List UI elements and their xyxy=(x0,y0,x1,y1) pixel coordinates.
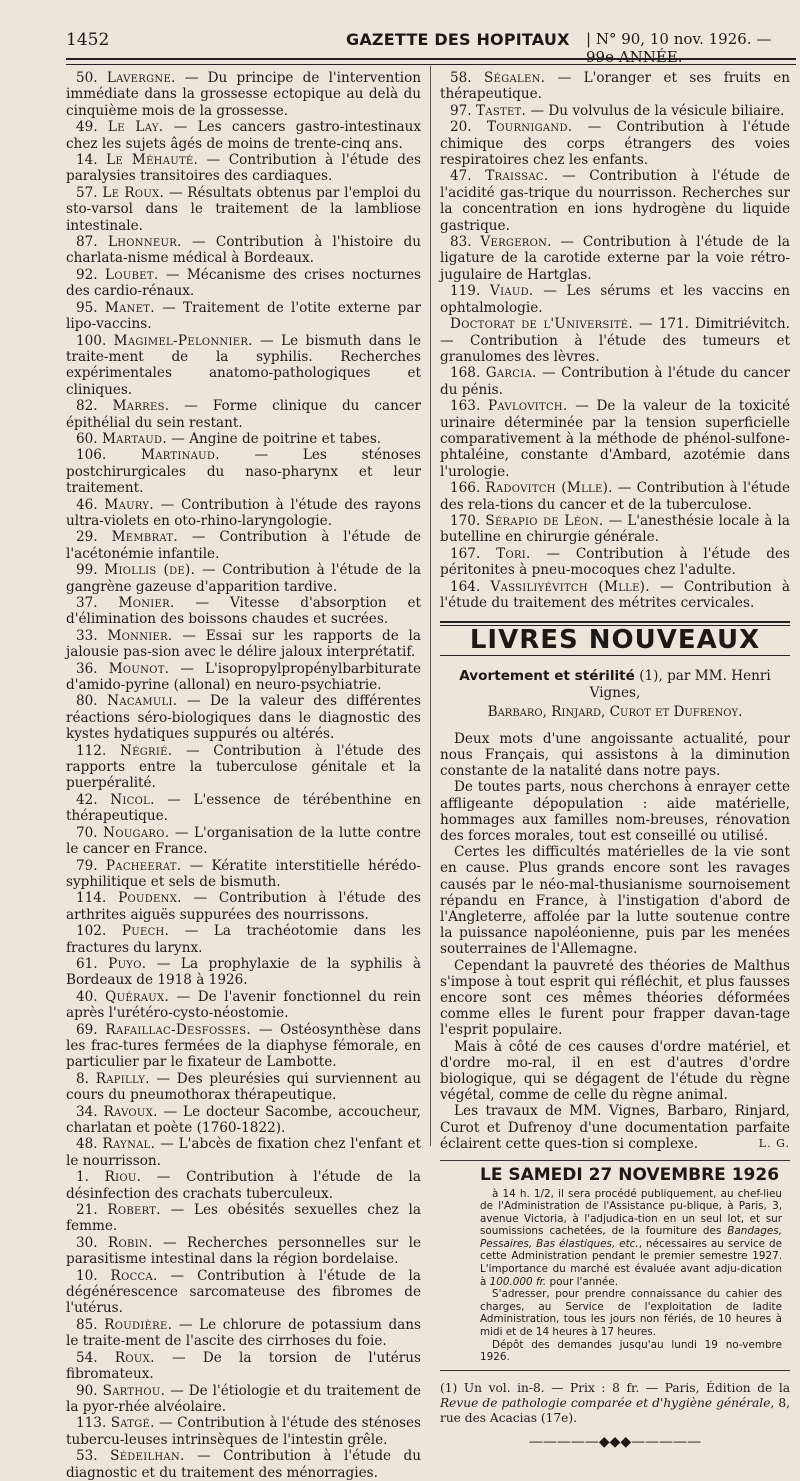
review-book-title: Avortement et stérilité xyxy=(459,667,635,684)
entry-number: 47. xyxy=(450,168,472,185)
entry-number: 87. xyxy=(76,234,98,251)
entry-title: — Essai sur les rapports de la jalousie pas-sion avec le délire jaloux interprétatif. xyxy=(66,627,422,661)
thesis-entry xyxy=(66,1022,421,1071)
entry-author: Satgé. xyxy=(110,1415,155,1432)
entry-title: — L'essence de térébenthine en thérapeutique. xyxy=(66,791,421,825)
entry-title: — Le bismuth dans le traite-ment de la syphilis. Recherches expérimentales anatomo-pathologiques et cliniques. xyxy=(66,332,422,398)
thesis-entry xyxy=(440,119,790,168)
entry-number: 114. xyxy=(76,890,107,907)
entry-number: 95. xyxy=(76,299,98,316)
thesis-entry xyxy=(66,1448,421,1481)
entry-title: — Contribution à l'étude du diagnostic et du traitement des ménorragies. xyxy=(66,1448,421,1481)
thesis-entry xyxy=(66,792,421,825)
entry-author: Raynal. xyxy=(102,1136,156,1153)
entry-author: Riou. xyxy=(104,1169,142,1186)
entry-title: — L'organisation de la lutte contre le cancer en France. xyxy=(66,824,421,858)
thesis-entry xyxy=(66,1268,421,1317)
entry-title: — Le docteur Sacombe, accoucheur, charlatan et poète (1760-1822). xyxy=(66,1103,421,1136)
thesis-entry xyxy=(440,398,790,480)
entry-title: — Contribution à l'étude de la dégénérescence sarcomateuse des fibromes de l'utérus. xyxy=(66,1267,421,1317)
thesis-entry xyxy=(66,1071,421,1104)
entry-title: — L'isopropylpropénylbarbiturate d'amido-pyrine (allonal) en neuro-psychiatrie. xyxy=(66,660,422,694)
page-header xyxy=(66,30,786,66)
entry-number: 167. xyxy=(450,545,481,562)
entry-title: — Contribution à l'étude des rayons ultra-violets en oto-rhino-laryngologie. xyxy=(66,496,421,529)
entry-author: Nicol. xyxy=(110,791,155,808)
footnote xyxy=(440,1381,790,1426)
entry-author: Membrat. xyxy=(111,529,178,546)
entry-author: Lhonneur. xyxy=(107,234,182,251)
entry-author: Nacamuli. xyxy=(107,693,178,710)
left-column xyxy=(66,70,421,1481)
entry-title: — Contribution à l'étude de la ligature de la carotide externe par la voie rétro-jugulaire de Hartglas. xyxy=(440,234,790,283)
review-signature: L. G. xyxy=(758,1136,790,1150)
notice-text xyxy=(480,1188,782,1364)
thesis-entry xyxy=(66,529,421,562)
review-authors xyxy=(440,704,790,721)
thesis-entry xyxy=(66,890,421,923)
entry-author: Monnier. xyxy=(107,627,173,644)
entry-number: 48. xyxy=(76,1136,98,1153)
thesis-entry xyxy=(66,956,421,989)
entry-number: 170. xyxy=(450,512,481,529)
entry-title: — Contribution à l'étude des paralysies transitoires des cardiaques. xyxy=(66,152,421,185)
thesis-entry xyxy=(66,743,421,792)
thesis-entry xyxy=(66,1235,421,1268)
entry-author: Roudière. xyxy=(104,1316,173,1333)
footnote-a: (1) Un vol. in-8. — Prix : 8 fr. — Paris, Édition de la xyxy=(440,1380,790,1395)
thesis-entry xyxy=(66,185,421,234)
entry-author: Martaud. xyxy=(101,430,167,447)
entry-number: 53. xyxy=(76,1448,98,1465)
thesis-entry xyxy=(66,152,421,185)
journal-title: GAZETTE DES HOPITAUX xyxy=(346,30,570,49)
entry-number: 33. xyxy=(76,627,98,644)
review-paragraph: Les travaux de MM. Vignes, Barbaro, Rinjard, Curot et Dufrenoy d'une documentation parfaite éclairent cette ques-tion si complexe. L. G. xyxy=(440,1103,790,1152)
entry-author: Pavlovitch. xyxy=(487,398,568,415)
entry-author: Le Roux. xyxy=(102,184,165,201)
review-title-note: (1), par MM. Henri Vignes, xyxy=(589,667,771,701)
entry-author: Rafaillac-Desfosses. xyxy=(105,1021,252,1038)
entry-title: — De l'étiologie et du traitement de la pyor-rhée alvéolaire. xyxy=(66,1382,421,1415)
entry-title: — Traitement de l'otite externe par lipo-vaccins. xyxy=(66,299,421,333)
entry-author: Tastet. xyxy=(475,102,527,119)
entry-number: 70. xyxy=(76,824,98,841)
thesis-entry xyxy=(66,497,421,530)
entry-number: 20. xyxy=(450,119,472,136)
review-paragraph: De toutes parts, nous cherchons à enrayer cette affligeante dépopulation : aide matérielle, hommages aux familles nom-breuses, rénovation des forces morales, tout est conseillé ou utilisé. xyxy=(440,779,790,845)
entry-number: 163. xyxy=(450,398,481,415)
entry-title: — Angine de poitrine et tabes. xyxy=(166,430,382,447)
thesis-entry xyxy=(66,1169,421,1202)
entry-number: 60. xyxy=(76,430,98,447)
entry-number: 37. xyxy=(76,595,98,611)
entry-number: 83. xyxy=(450,234,472,251)
entry-number: 164. xyxy=(450,578,481,595)
entry-author: Traissac. xyxy=(485,168,549,185)
notice-box xyxy=(440,1160,790,1371)
entry-number: 112. xyxy=(76,742,107,759)
entry-title: — L'oranger et ses fruits en thérapeutique. xyxy=(440,70,790,103)
thesis-entry xyxy=(66,267,421,300)
thesis-entry xyxy=(66,1104,421,1137)
entry-number: 119. xyxy=(450,283,481,300)
entry-author: Nougaro. xyxy=(103,824,170,841)
entry-author: Puech. xyxy=(121,923,170,940)
entry-title: — Contribution à l'étude de la désinfection des crachats tuberculeux. xyxy=(66,1169,421,1202)
ornament-divider-icon: —————◆◆◆————— xyxy=(528,1433,702,1450)
entry-number: 8. xyxy=(76,1070,89,1087)
entry-title: — Kératite interstitielle hérédo-syphilitique et sels de bismuth. xyxy=(66,857,421,890)
entry-author: Roux. xyxy=(114,1349,155,1366)
page-number: 1452 xyxy=(66,30,110,50)
entry-number: 80. xyxy=(76,693,98,710)
entry-number: 58. xyxy=(450,70,472,86)
entry-number: 166. xyxy=(450,480,481,497)
entry-number: 97. xyxy=(450,102,472,119)
entry-title: — Forme clinique du cancer épithélial du sein restant. xyxy=(66,398,421,431)
entry-title: — De la torsion de l'utérus fibromateux. xyxy=(66,1349,421,1383)
thesis-entry xyxy=(66,1317,421,1350)
entry-number: 42. xyxy=(76,791,98,808)
entry-title: — Les obésités sexuelles chez la femme. xyxy=(66,1202,421,1235)
thesis-entry xyxy=(66,858,421,891)
notice-p1-b: , nécessaires au service de cette Administration pendant le premier semestre 1927. L'importance du marché est évaluée avant adju-dication à xyxy=(480,1237,782,1288)
entry-author: Lavergne. xyxy=(106,70,176,86)
thesis-entry xyxy=(66,661,421,694)
thesis-entry xyxy=(66,825,421,858)
entry-author: Robert. xyxy=(107,1202,161,1219)
entry-number: 40. xyxy=(76,988,98,1005)
entry-number: 79. xyxy=(76,857,98,874)
thesis-entry xyxy=(66,70,421,119)
thesis-entry xyxy=(66,923,421,956)
notice-p1-italic: Bandages, Pessaires, Bas élastiques, etc. xyxy=(480,1225,782,1250)
review-authors-text: Barbaro, Rinjard, Curot et Dufrenoy. xyxy=(487,703,743,720)
entry-title: — Vitesse d'absorption et d'élimination des boissons chaudes et sucrées. xyxy=(66,595,422,628)
thesis-entry xyxy=(440,234,790,283)
thesis-entry xyxy=(66,1383,421,1416)
entry-title: — De l'avenir fonctionnel du rein après l'urétéro-cysto-néostomie. xyxy=(66,988,421,1022)
entry-number: 30. xyxy=(76,1234,98,1251)
notice-p1-a: à 14 h. 1/2, il sera procédé publiquement, au chef-lieu de l'Administration de l'Assistance pu-blique, à Paris, 3, avenue Victoria, à l'adjudica-tion en un seul lot, et sur soumissions cachetées, de la fourniture des xyxy=(480,1187,782,1238)
entry-title: — Contribution à l'étude de l'acétonémie infantile. xyxy=(66,529,422,562)
thesis-entry xyxy=(440,283,790,316)
notice-paragraph-3: Dépôt des demandes jusqu'au lundi 19 no-vembre 1926. xyxy=(480,1338,782,1364)
thesis-entry xyxy=(440,480,790,513)
entry-author: Radovitch (Mlle). xyxy=(485,480,613,497)
entry-author: Poudenx. xyxy=(118,890,182,907)
entry-number: 106. xyxy=(76,447,107,464)
entry-author: Garcia. xyxy=(485,365,537,382)
header-rule xyxy=(66,58,796,60)
section-title: LIVRES NOUVEAUX xyxy=(469,625,761,656)
entry-title: — Les cancers gastro-intestinaux chez les sujets âgés de moins de trente-cinq ans. xyxy=(66,119,421,152)
entry-title: — Contribution à l'étude du traitement des métrites cervicales. xyxy=(440,578,790,611)
entry-title: — La trachéotomie dans les fractures du larynx. xyxy=(66,923,421,956)
entry-title: — 171. Dimitriévitch. — Contribution à l'étude des tumeurs et granulomes des lèvres. xyxy=(440,316,790,365)
entry-number: 82. xyxy=(76,398,98,415)
footnote-italic: Revue de pathologie comparée et d'hygiène générale xyxy=(440,1395,771,1410)
entry-author: Tori. xyxy=(496,545,531,562)
entry-number: 92. xyxy=(76,266,98,283)
entry-number: 29. xyxy=(76,529,98,546)
entry-title: — Contribution à l'étude des arthrites aiguës suppurées des nourrissons. xyxy=(66,890,421,923)
thesis-list-continued xyxy=(440,70,790,611)
entry-author: Sarthou. xyxy=(102,1382,166,1399)
thesis-entry xyxy=(440,70,790,103)
header-rule-thin xyxy=(66,64,796,65)
review-paragraph: Mais à côté de ces causes d'ordre matériel, et d'ordre mo-ral, il en est d'autres d'ordre biologique, qui se dégagent de l'étude du règne végétal, comme de celle du règne animal. xyxy=(440,1038,790,1104)
entry-author: Le Lay. xyxy=(107,119,164,136)
review-heading xyxy=(440,668,790,702)
entry-author: Sérapio de Léon. xyxy=(485,512,604,529)
entry-title: — Des pleurésies qui surviennent au cours du pneumothorax thérapeutique. xyxy=(66,1070,421,1104)
entry-title: — Contribution à l'histoire du charlata-nisme médical à Bordeaux. xyxy=(66,234,421,267)
thesis-entry xyxy=(440,103,790,119)
entry-title: — Recherches personnelles sur le parasitisme intestinal dans la région bordelaise. xyxy=(66,1234,422,1268)
thesis-entry xyxy=(440,579,790,612)
thesis-entry xyxy=(66,234,421,267)
entry-author: Robin. xyxy=(108,1234,153,1251)
entry-author: Ravoux. xyxy=(103,1103,158,1120)
entry-title: — Contribution à l'étude des rapports entre la tuberculose génitale et la puerpéralité. xyxy=(66,742,421,792)
entry-title: — Les sérums et les vaccins en ophtalmologie. xyxy=(440,283,790,316)
thesis-entry xyxy=(66,628,421,661)
review-paragraph: Cependant la pauvreté des théories de Malthus s'impose à tout esprit qui réfléchit, et plus fausses encore sont ces mêmes théories déformées comme elles le furent pour frapper davan-tage l'esprit populaire. xyxy=(440,957,790,1039)
entry-author: Vassiliyévitch (Mlle). xyxy=(490,578,650,595)
entry-author: Marres. xyxy=(112,398,170,415)
review-body xyxy=(440,731,790,1152)
entry-author: Puyo. xyxy=(108,955,147,972)
entry-title: — Contribution à l'étude de l'acidité gas-trique du nourrisson. Recherches sur la concentration en ions hydrogène du liquide gastrique. xyxy=(440,168,791,234)
entry-title: — De la valeur de la toxicité urinaire déterminée par la tension superficielle comparativement à la méthode de phénol-sulfone-phtaléine, constante d'Ambard, azotémie dans l'urologie. xyxy=(440,398,790,480)
entry-number: 21. xyxy=(76,1202,98,1219)
entry-number: 113. xyxy=(76,1415,107,1432)
entry-number: 61. xyxy=(76,955,98,972)
entry-number: 49. xyxy=(76,119,98,136)
entry-number: 1. xyxy=(76,1169,89,1186)
thesis-entry xyxy=(66,595,421,628)
entry-number: 46. xyxy=(76,496,98,513)
notice-p1-amount: 100.000 fr. xyxy=(489,1275,547,1288)
entry-author: Tournigand. xyxy=(486,119,573,136)
thesis-entry xyxy=(66,1202,421,1235)
entry-title: — Résultats obtenus par l'emploi du sto-varsol dans le traitement de la lambliose intestinale. xyxy=(66,184,421,234)
entry-author: Ségalen. xyxy=(484,70,546,86)
entry-author: Viaud. xyxy=(489,283,534,300)
notice-title: LE SAMEDI 27 NOVEMBRE 1926 xyxy=(480,1165,780,1186)
thesis-entry xyxy=(440,513,790,546)
entry-number: 10. xyxy=(76,1267,98,1284)
thesis-entry xyxy=(66,989,421,1022)
entry-title: — L'abcès de fixation chez l'enfant et le nourrisson. xyxy=(66,1136,421,1169)
entry-number: 69. xyxy=(76,1021,98,1038)
thesis-entry xyxy=(66,1136,421,1169)
thesis-entry xyxy=(66,562,421,595)
entry-title: — Du volvulus de la vésicule biliaire. xyxy=(526,102,785,119)
entry-author: Rocca. xyxy=(110,1267,158,1284)
entry-author: Martinaud. xyxy=(140,447,220,464)
entry-title: — Contribution à l'étude de la gangrène gazeuse d'apparition tardive. xyxy=(66,562,421,595)
notice-paragraph-1 xyxy=(480,1188,782,1289)
thesis-entry xyxy=(66,119,421,152)
entry-number: 99. xyxy=(76,562,98,579)
thesis-entry xyxy=(66,431,421,447)
entry-title: — Contribution à l'étude des sténoses tubercu-leuses intrinsèques de l'intestin grêle. xyxy=(66,1415,421,1448)
thesis-entry xyxy=(66,447,421,496)
entry-title: — Contribution à l'étude des rela-tions du cancer et de la tuberculose. xyxy=(440,480,790,513)
entry-number: 85. xyxy=(76,1316,98,1333)
entry-author: Sédeilhan. xyxy=(110,1448,185,1465)
section-rule xyxy=(440,621,790,623)
entry-number: 34. xyxy=(76,1103,98,1120)
thesis-entry xyxy=(66,1415,421,1448)
entry-author: Le Méhauté. xyxy=(106,152,199,169)
entry-author: Loubet. xyxy=(105,266,159,283)
entry-number: 102. xyxy=(76,923,107,940)
review-paragraph: Deux mots d'une angoissante actualité, pour nous Français, qui assistons à la diminution constante de la natalité dans notre pays. xyxy=(440,730,790,780)
entry-title: — Mécanisme des crises nocturnes des cardio-rénaux. xyxy=(66,266,421,300)
entry-title: — Ostéosynthèse dans les frac-tures fermées de la diaphyse fémorale, en particulier par le fixateur de Lambotte. xyxy=(66,1021,421,1071)
notice-paragraph-2: S'adresser, pour prendre connaissance du cahier des charges, au Service de l'exploitation de ladite Administration, tous les jours non fériés, de 10 heures à midi et de 14 heures à 17 heures. xyxy=(480,1288,782,1339)
right-column xyxy=(440,70,790,1450)
entry-number: 54. xyxy=(76,1349,98,1366)
entry-author: Magimel-Pelonnier. xyxy=(113,332,253,349)
entry-title: — La prophylaxie de la syphilis à Bordeaux de 1918 à 1926. xyxy=(66,955,421,989)
notice-p1-c: pour l'année. xyxy=(546,1275,619,1288)
column-divider xyxy=(430,66,431,1146)
thesis-entry xyxy=(440,546,790,579)
entry-author: Négrié. xyxy=(119,742,173,759)
review-paragraph: Certes les difficultés matérielles de la vie sont en cause. Plus grands encore sont les ravages causés par le néo-mal-thusianisme sournoisement répandu en France, à l'instigation d'abord de l'Angleterre, affolée par la lutte soutenue contre la puissance napoléonienne, puis par les menées souterraines de l'Allemagne. xyxy=(440,844,790,958)
entry-title: — Le chlorure de potassium dans le traite-ment de l'ascite des cirrhoses du foie. xyxy=(66,1316,421,1350)
entry-title: — Contribution à l'étude chimique des corps étrangers des voies respiratoires chez les enfants. xyxy=(440,119,790,169)
entry-author: Maury. xyxy=(104,496,154,513)
entry-author: Monier. xyxy=(118,595,175,611)
thesis-entry xyxy=(66,693,421,742)
entry-title: — Du principe de l'intervention immédiate dans la grossesse ectopique au delà du cinquième mois de la grossesse. xyxy=(66,70,422,119)
thesis-entry xyxy=(440,168,790,234)
entry-title: — Contribution à l'étude du cancer du pénis. xyxy=(440,365,790,398)
footnote-b: , 8, rue des Acacias (17e). xyxy=(440,1395,790,1425)
entry-author: Quéraux. xyxy=(105,988,170,1005)
entry-number: 57. xyxy=(76,184,98,201)
entry-number: 50. xyxy=(76,70,98,86)
thesis-entry xyxy=(66,1350,421,1383)
entry-title: — Contribution à l'étude des péritonites à pneu-mocoques chez l'adulte. xyxy=(440,545,790,579)
entry-number: 168. xyxy=(450,365,481,382)
thesis-entry xyxy=(66,333,421,399)
entry-author: Rapilly. xyxy=(95,1070,150,1087)
entry-author: Pacheerat. xyxy=(105,857,182,874)
thesis-entry xyxy=(440,365,790,398)
thesis-entry xyxy=(440,316,790,365)
entry-author: Manet. xyxy=(104,299,155,316)
entry-title: — De la valeur des différentes réactions séro-biologiques dans le diagnostic des kystes hydatiques suppurés ou altérés. xyxy=(66,693,421,743)
thesis-entry xyxy=(66,300,421,333)
entry-number: 90. xyxy=(76,1382,98,1399)
entry-number: 14. xyxy=(76,152,98,169)
entry-author: Miollis (de). xyxy=(104,562,196,579)
entry-number: 100. xyxy=(76,332,107,349)
thesis-entry xyxy=(66,398,421,431)
entry-title: — L'anesthésie locale à la butelline en chirurgie générale. xyxy=(440,512,790,546)
entry-title: — Les sténoses postchirurgicales du naso-pharynx et leur traitement. xyxy=(66,447,421,497)
entry-author: Doctorat de l'Université. xyxy=(450,316,634,333)
entry-number: 36. xyxy=(76,660,98,677)
entry-author: Vergeron. xyxy=(480,234,552,251)
entry-author: Mounot. xyxy=(108,660,170,677)
issue-info: | N° 90, 10 nov. 1926. — 99e ANNÉE. xyxy=(586,30,772,66)
